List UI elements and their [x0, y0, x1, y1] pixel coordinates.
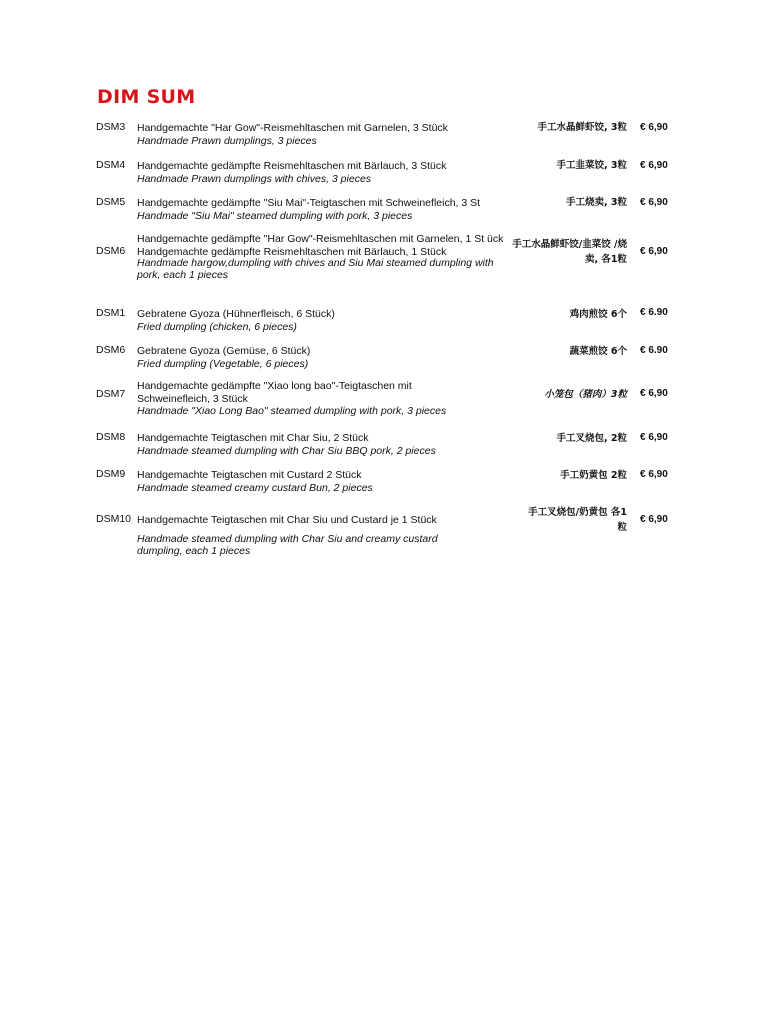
item-description: [137, 514, 477, 558]
item-description: [137, 160, 507, 185]
item-name-de: Handgemachte Teigtaschen mit Char Siu und Custard je 1 Stück: [137, 514, 437, 526]
item-name-cn: 小笼包（猪肉）3粒: [544, 389, 627, 400]
item-name-en: Fried dumpling (Vegetable, 6 pieces): [137, 357, 309, 370]
item-name-cn: 手工奶黄包 2粒: [560, 470, 627, 481]
item-name-cn: 蔬菜煎饺 6个: [569, 346, 627, 357]
item-price: € 6,90: [640, 122, 668, 133]
item-code: DSM6: [96, 245, 126, 257]
item-name-cn: 手工韭菜饺, 3粒: [556, 160, 627, 171]
item-price: € 6.90: [640, 345, 668, 356]
item-price: € 6.90: [640, 307, 668, 318]
item-name-en: Handmade steamed dumpling with Char Siu and creamy custard dumpling, each 1 pieces: [137, 532, 438, 557]
item-name-de: Gebratene Gyoza (Gemüse, 6 Stück): [137, 345, 311, 357]
item-description: [137, 122, 507, 147]
item-name-en: Handmade Prawn dumplings with chives, 3 pieces: [137, 172, 372, 185]
item-name-en: Handmade Prawn dumplings, 3 pieces: [137, 134, 317, 147]
item-name-de: Handgemachte gedämpfte Reismehltaschen mit Bärlauch, 3 Stück: [137, 160, 447, 172]
section-title: DIM SUM: [97, 86, 196, 108]
item-name-de: Handgemachte gedämpfte "Siu Mai"-Teigtaschen mit Schweinefleich, 3 St: [137, 197, 481, 209]
item-code: DSM9: [96, 468, 126, 480]
item-description: [137, 432, 507, 457]
item-code: DSM4: [96, 159, 126, 171]
item-code: DSM6: [96, 344, 126, 356]
item-description: [137, 380, 457, 418]
item-name-cn: 鸡肉煎饺 6个: [569, 309, 627, 320]
item-code: DSM1: [96, 307, 126, 319]
item-name-en: Fried dumpling (chicken, 6 pieces): [137, 320, 297, 333]
item-name-en: Handmade "Siu Mai" steamed dumpling with pork, 3 pieces: [137, 209, 413, 222]
item-description: [137, 469, 507, 494]
item-name-de: Handgemachte gedämpfte "Xiao long bao"-Teigtaschen mit Schweinefleich, 3 Stück: [137, 380, 412, 405]
item-description: [137, 308, 507, 333]
item-code: DSM8: [96, 431, 126, 443]
item-price: € 6,90: [640, 160, 668, 171]
item-name-cn: 手工叉烧包, 2粒: [556, 433, 627, 444]
item-description: [137, 233, 512, 282]
item-name-cn: 手工叉烧包/奶黄包 各1粒: [528, 507, 627, 533]
item-name-de: Handgemachte gedämpfte "Har Gow"-Reismehltaschen mit Garnelen, 1 St ück: [137, 233, 504, 245]
item-description: [137, 197, 507, 222]
item-name-de: Gebratene Gyoza (Hühnerfleisch, 6 Stück): [137, 308, 335, 320]
item-price: € 6,90: [640, 246, 668, 257]
item-price: € 6,90: [640, 388, 668, 399]
item-price: € 6,90: [640, 514, 668, 525]
item-price: € 6,90: [640, 197, 668, 208]
item-code: DSM5: [96, 196, 126, 208]
item-description: [137, 345, 507, 370]
item-code: DSM3: [96, 121, 126, 133]
item-code: DSM7: [96, 388, 126, 400]
item-name-de: Handgemachte "Har Gow"-Reismehltaschen mit Garnelen, 3 Stück: [137, 122, 448, 134]
item-name-de: Handgemachte Teigtaschen mit Char Siu, 2 Stück: [137, 432, 369, 444]
item-name-en: Handmade hargow,dumpling with chives and Siu Mai steamed dumpling with pork, each 1 pieces: [137, 256, 494, 281]
item-name-de-2: Handgemachte gedämpfte Reismehltaschen mit Bärlauch, 1 Stück: [137, 245, 447, 258]
item-name-de: Handgemachte Teigtaschen mit Custard 2 Stück: [137, 469, 362, 481]
item-name-cn: 手工烧卖, 3粒: [565, 197, 627, 208]
item-name-cn: 手工水晶鲜虾饺/韭菜饺 /烧卖, 各1粒: [512, 239, 627, 265]
item-price: € 6,90: [640, 469, 668, 480]
item-code: DSM10: [96, 513, 132, 525]
item-price: € 6,90: [640, 432, 668, 443]
item-name-en: Handmade steamed creamy custard Bun, 2 pieces: [137, 481, 373, 494]
item-name-en: Handmade steamed dumpling with Char Siu BBQ pork, 2 pieces: [137, 444, 436, 457]
item-name-en: Handmade "Xiao Long Bao" steamed dumpling with pork, 3 pieces: [137, 405, 447, 417]
item-name-cn: 手工水晶鲜虾饺, 3粒: [537, 122, 627, 133]
